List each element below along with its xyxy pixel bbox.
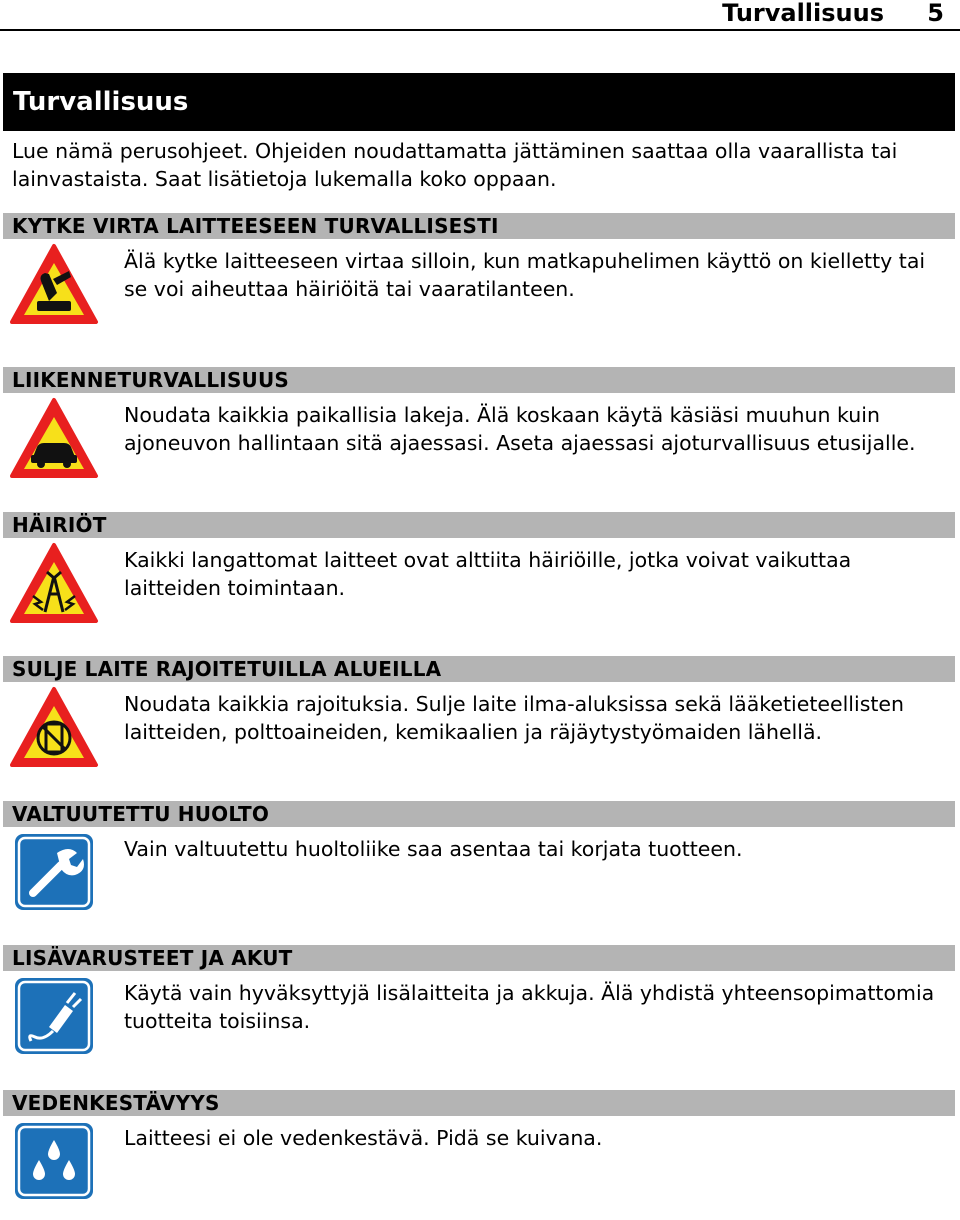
section-text: Vain valtuutettu huoltoliike saa asentaa tai korjata tuotteen. bbox=[124, 837, 743, 861]
page-title-bar bbox=[3, 73, 955, 131]
section-header bbox=[3, 213, 955, 239]
section-title: KYTKE VIRTA LAITTEESEEN TURVALLISESTI bbox=[12, 214, 499, 238]
running-header bbox=[0, 0, 960, 31]
section-text: Noudata kaikkia rajoituksia. Sulje laite ilma-aluksissa sekä lääketieteellisten laitteiden, polttoaineiden, kemikaalien ja räjäytystyömaiden lähellä. bbox=[124, 692, 905, 744]
section-header bbox=[3, 512, 955, 538]
section-title: SULJE LAITE RAJOITETUILLA ALUEILLA bbox=[12, 657, 442, 681]
safety-section-interference bbox=[3, 512, 955, 642]
safety-section-accessories-batteries bbox=[3, 945, 955, 1075]
safety-section-authorized-service bbox=[3, 801, 955, 931]
section-header bbox=[3, 945, 955, 971]
page-number: 5 bbox=[927, 0, 944, 27]
water-drops-icon bbox=[9, 1120, 99, 1202]
section-title: HÄIRIÖT bbox=[12, 513, 107, 537]
section-text: Käytä vain hyväksyttyjä lisälaitteita ja akkuja. Älä yhdistä yhteensopimattomia tuotteita toisiinsa. bbox=[124, 981, 935, 1033]
switch-on-warning-icon bbox=[9, 243, 99, 325]
section-title: LISÄVARUSTEET JA AKUT bbox=[12, 946, 293, 970]
safety-section-road-safety bbox=[3, 367, 955, 497]
section-header bbox=[3, 656, 955, 682]
section-text: Älä kytke laitteeseen virtaa silloin, kun matkapuhelimen käyttö on kielletty tai se voi aiheuttaa häiriöitä tai vaaratilanteen. bbox=[124, 249, 926, 301]
running-header-title: Turvallisuus bbox=[722, 0, 884, 27]
section-title: VALTUUTETTU HUOLTO bbox=[12, 802, 270, 826]
safety-section-restricted-areas bbox=[3, 656, 955, 786]
section-text: Noudata kaikkia paikallisia lakeja. Älä koskaan käytä käsiäsi muuhun kuin ajoneuvon hallintaan sitä ajaessasi. Aseta ajaessasi ajoturvallisuus etusijalle. bbox=[124, 403, 916, 455]
section-header bbox=[3, 1090, 955, 1116]
safety-section-switch-on bbox=[3, 213, 955, 343]
section-header bbox=[3, 801, 955, 827]
wrench-icon bbox=[9, 831, 99, 913]
section-title: LIIKENNETURVALLISUUS bbox=[12, 368, 290, 392]
restricted-area-warning-icon bbox=[9, 686, 99, 768]
section-text: Kaikki langattomat laitteet ovat alttiita häiriöille, jotka voivat vaikuttaa laitteiden toimintaan. bbox=[124, 548, 852, 600]
plug-icon bbox=[9, 975, 99, 1057]
section-title: VEDENKESTÄVYYS bbox=[12, 1091, 220, 1115]
intro-paragraph: Lue nämä perusohjeet. Ohjeiden noudattamatta jättäminen saattaa olla vaarallista tai lainvastaista. Saat lisätietoja lukemalla koko oppaan. bbox=[12, 139, 898, 191]
page-title: Turvallisuus bbox=[13, 87, 189, 117]
interference-warning-icon bbox=[9, 542, 99, 624]
safety-section-water-resistance bbox=[3, 1090, 955, 1220]
section-header bbox=[3, 367, 955, 393]
car-warning-icon bbox=[9, 397, 99, 479]
section-text: Laitteesi ei ole vedenkestävä. Pidä se kuivana. bbox=[124, 1126, 603, 1150]
